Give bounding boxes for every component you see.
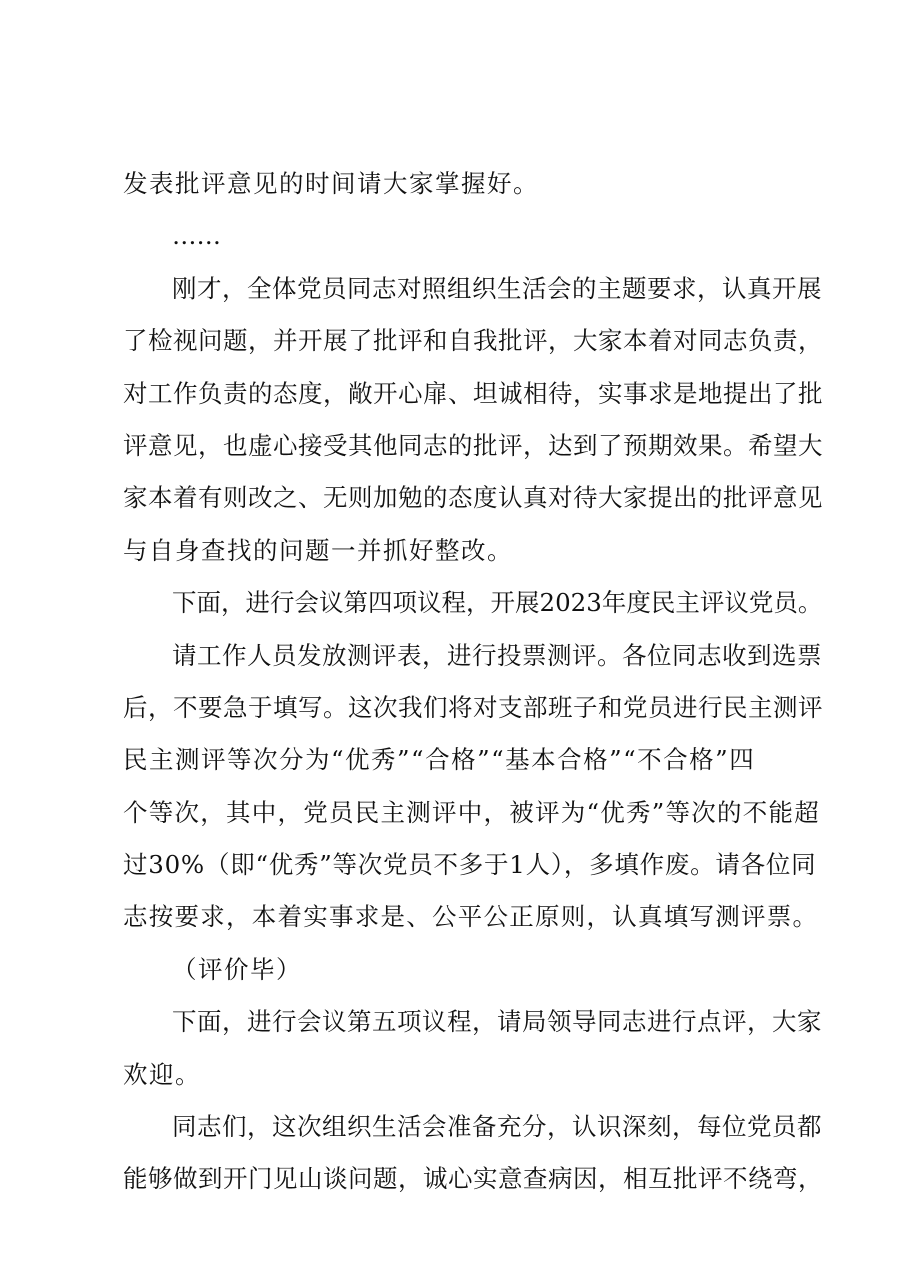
text-line: 刚才，全体党员同志对照组织生活会的主题要求，认真开展: [172, 273, 822, 303]
text-line: （评价毕）: [172, 954, 302, 984]
text-line: 后，不要急于填写。这次我们将对支部班子和党员进行民主测评: [123, 692, 823, 722]
text-line: 个等次，其中，党员民主测评中，被评为“优秀”等次的不能超: [123, 797, 821, 827]
text-line: 同志们，这次组织生活会准备充分，认识深刻，每位党员都: [172, 1112, 822, 1142]
text-line: 请工作人员发放测评表，进行投票测评。各位同志收到选票: [172, 640, 822, 670]
document-body: [123, 158, 823, 1206]
text-line: 下面，进行会议第四项议程，开展2023年度民主评议党员。: [172, 588, 823, 618]
text-line: 评意见，也虚心接受其他同志的批评，达到了预期效果。希望大: [123, 430, 823, 460]
text-line: 家本着有则改之、无则加勉的态度认真对待大家提出的批评意见: [123, 483, 823, 513]
text-line: 志按要求，本着实事求是、公平公正原则，认真填写测评票。: [123, 902, 819, 932]
text-line: 对工作负责的态度，敞开心扉、坦诚相待，实事求是地提出了批: [123, 378, 823, 408]
text-line: 了检视问题，并开展了批评和自我批评，大家本着对同志负责，: [123, 326, 823, 356]
text-line: 过30%（即“优秀”等次党员不多于1人），多填作废。请各位同: [123, 850, 817, 880]
ellipsis-line: ……: [172, 221, 221, 251]
text-line: 发表批评意见的时间请大家掌握好。: [123, 169, 539, 198]
text-line: 下面，进行会议第五项议程，请局领导同志进行点评，大家: [172, 1007, 822, 1037]
text-line: 与自身查找的问题一并抓好整改。: [123, 535, 513, 565]
text-line: 欢迎。: [123, 1059, 201, 1089]
text-line: 能够做到开门见山谈问题，诚心实意查病因，相互批评不绕弯，: [123, 1164, 823, 1194]
text-line: 民主测评等次分为“优秀”“合格”“基本合格”“不合格”四: [123, 745, 756, 775]
